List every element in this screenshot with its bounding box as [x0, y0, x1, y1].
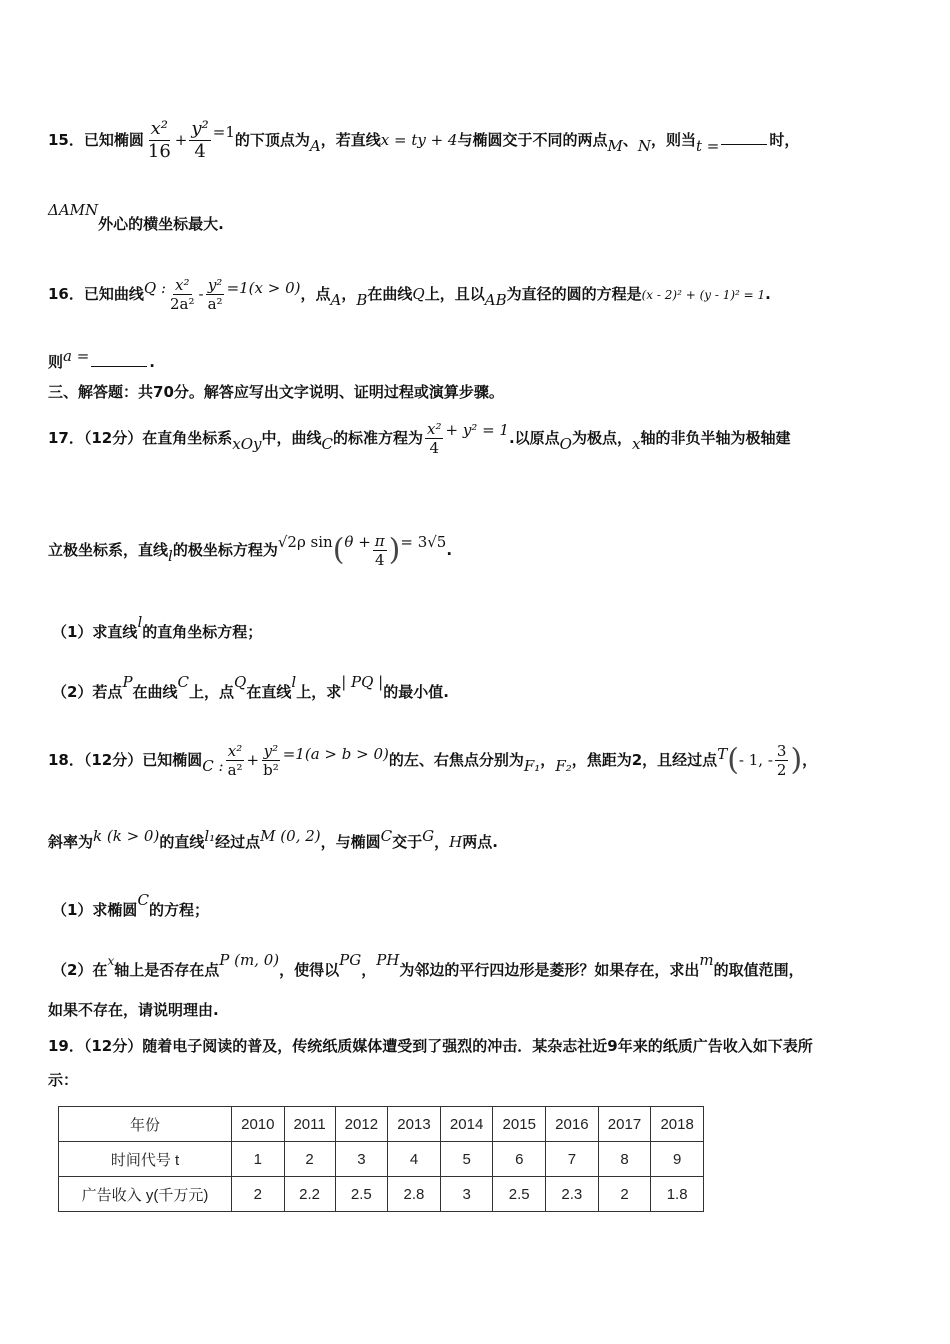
q18-line2: 斜率为k (k > 0)的直线l₁经过点M (0, 2)，与椭圆C交于G，H两点. [48, 827, 498, 851]
q16-text: 在曲线 [367, 285, 413, 303]
section-heading: 三、解答题：共70分。解答应写出文字说明、证明过程或演算步骤。 [48, 383, 504, 401]
pi-over-4: $\frac{\pi}{4}$ [374, 532, 385, 569]
table-cell: 2 [232, 1177, 285, 1212]
table-cell: 2010 [232, 1107, 285, 1142]
table-cell: 2017 [598, 1107, 651, 1142]
ad-income-table [58, 1106, 704, 1212]
q18-frac-x: $\frac{\text{x²}}{\text{a²}}$ [227, 742, 243, 779]
table-cell: 3 [335, 1142, 388, 1177]
x-axis-var: x [632, 435, 641, 453]
segment-AB: AB [484, 291, 507, 309]
q15-text: ，若直线 [320, 131, 381, 149]
curve-C: C [321, 435, 333, 453]
q15-text: 的下顶点为 [234, 131, 310, 149]
q18-line1: 18．（12分）已知椭圆C : $\frac{\text{x²}}{\text{a²}}$ + $\frac{\text{y²}}{\text{b²}}$ =1(a > b > 0)的左、右焦点分别为F₁，F₂，焦距为2，且经过点T(- 1, - $\frac{3}{2}$ )， [48, 742, 818, 779]
q16-frac-x: $\frac{\text{x²}}{\text{2a²}}$ [170, 276, 195, 313]
table-row [59, 1107, 704, 1142]
table-cell: 2.2 [284, 1177, 335, 1212]
table-cell: 2 [284, 1142, 335, 1177]
q16-line2: 则a = . [48, 347, 155, 371]
equals-one: =1 [212, 123, 235, 141]
q18-text: （12分）已知椭圆 [83, 751, 203, 769]
point-M: M (0, 2) [260, 827, 321, 845]
q17-part1: （1）求直线l的直角坐标方程； [52, 613, 263, 641]
origin-O: O [559, 435, 572, 453]
table-cell: 2012 [335, 1107, 388, 1142]
q18-part2: （2）在$^x$轴上是否存在点P (m, 0)，使得以PG，PH为邻边的平行四边形是菱形？如果存在，求出m的取值范围， [52, 951, 804, 979]
ellipse-C: C : [202, 757, 224, 775]
row-header: 时间代号 t [59, 1142, 232, 1177]
polar-right: = 3√5 [400, 533, 447, 551]
q17-text: 立极坐标系，直线 [48, 541, 169, 559]
plus-sign: + [174, 131, 188, 149]
table-cell: 5 [440, 1142, 493, 1177]
answer-blank[interactable] [91, 366, 147, 367]
line-l: l [137, 613, 143, 631]
focus-F1: F₁ [523, 757, 541, 775]
point-B: B [356, 291, 368, 309]
curve-Q: Q [412, 285, 425, 303]
q18-number: 18． [48, 751, 84, 769]
table-row [59, 1177, 704, 1212]
point-P: P (m, 0) [219, 951, 280, 969]
row-header: 广告收入 y(千万元) [59, 1177, 232, 1212]
ellipse-C: C [137, 891, 149, 909]
q17-text: 中，曲线 [261, 429, 322, 447]
table-cell: 2018 [651, 1107, 704, 1142]
q15-text: 与椭圆交于不同的两点 [457, 131, 608, 149]
q15-frac-x: $\frac{\text{x²}}{16}$ [147, 118, 171, 162]
q16-line1: 16．已知曲线Q : $\frac{\text{x²}}{\text{2a²}}$ - $\frac{\text{y²}}{\text{a²}}$ =1(x > 0)，点A，B在曲线Q上，且以AB为直径的圆的方程是(x - 2)² + (y - 1)² = 1. [48, 276, 771, 313]
a-equals: a = [63, 347, 90, 365]
q15-line2 [48, 200, 910, 234]
q16-number: 16． [48, 285, 84, 303]
q17-text: （12分）在直角坐标系 [83, 429, 233, 447]
q18-text: 两点. [462, 833, 498, 851]
point-H: H [449, 833, 463, 851]
q18-text: 的直线 [159, 833, 205, 851]
q17-text: 为极点， [571, 429, 632, 447]
line-l: l [168, 547, 173, 565]
table-cell: 2 [598, 1177, 651, 1212]
point-A: A [330, 291, 342, 309]
slope-k: k (k > 0) [93, 827, 160, 845]
polar-left: √2ρ sin [277, 533, 333, 551]
q15-text: 已知椭圆 [83, 131, 144, 149]
point-N: N [637, 137, 651, 155]
table-cell: 2015 [493, 1107, 546, 1142]
row-header: 年份 [59, 1107, 232, 1142]
q17-equation: + y² = 1 [445, 421, 509, 439]
q17-line1 [48, 420, 910, 457]
q15-text: 外心的横坐标最大. [98, 215, 224, 233]
q17-line2: 立极坐标系，直线l的极坐标方程为√2ρ sin(θ + $\frac{\pi}{4}$ )= 3√5. [48, 532, 453, 569]
table-cell: 2016 [546, 1107, 599, 1142]
three-halves: $\frac{3}{2}$ [776, 742, 787, 779]
point-M: M [607, 137, 623, 155]
q18-text: 交于 [392, 833, 423, 851]
table-cell: 2.5 [335, 1177, 388, 1212]
table-cell: 1.8 [651, 1177, 704, 1212]
table-cell: 2.5 [493, 1177, 546, 1212]
q16-text: 则 [48, 353, 64, 371]
table-cell: 2014 [440, 1107, 493, 1142]
line-l1: l₁ [204, 827, 216, 845]
ellipse-C: C [380, 827, 393, 845]
q18-text: ，与椭圆 [320, 833, 381, 851]
point-Q: Q [234, 673, 247, 691]
table-cell: 3 [440, 1177, 493, 1212]
line-equation: x = ty + 4 [380, 131, 458, 149]
point-A: A [309, 137, 321, 155]
segment-PH: PH [376, 951, 400, 969]
q19-number: 19． [48, 1037, 84, 1055]
curve-Q: Q : [143, 279, 167, 297]
q18-text: ，焦距为2，且经过点 [571, 751, 718, 769]
q16-frac-y: $\frac{\text{y²}}{\text{a²}}$ [207, 276, 223, 313]
table-row [59, 1142, 704, 1177]
q17-text: .以原点 [508, 429, 560, 447]
q15-number: 15． [48, 131, 84, 149]
q15-text: 时， [769, 131, 800, 149]
q19-line2: 示： [48, 1071, 79, 1089]
table-cell: 8 [598, 1142, 651, 1177]
q16-condition: =1(x > 0) [226, 279, 301, 297]
q18-text: 经过点 [215, 833, 261, 851]
q17-text: 轴的非负半轴为极轴建 [640, 429, 791, 447]
table-cell: 1 [232, 1142, 285, 1177]
table-cell: 6 [493, 1142, 546, 1177]
q15-line1: 15．已知椭圆 $\frac{\text{x²}}{16}$ + $\frac{\text{y²}}{4}$ =1的下顶点为A，若直线x = ty + 4与椭圆交于不同的两点M、N，则当t = 时， [48, 118, 800, 162]
q17-text: 的标准方程为 [332, 429, 423, 447]
circle-equation: (x - 2)² + (y - 1)² = 1 [641, 288, 766, 302]
table-cell: 2.3 [546, 1177, 599, 1212]
q17-text: 的极坐标方程为 [172, 541, 278, 559]
q18-text: 斜率为 [48, 833, 94, 851]
triangle-AMN: ΔAMN [48, 201, 99, 219]
table-cell: 7 [546, 1142, 599, 1177]
q18-frac-y: $\frac{\text{y²}}{\text{b²}}$ [263, 742, 279, 779]
table-cell: 9 [651, 1142, 704, 1177]
param-m: m [699, 951, 714, 969]
table-cell: 4 [388, 1142, 441, 1177]
q16-text: ，点 [300, 285, 331, 303]
q18-condition: =1(a > b > 0) [282, 745, 389, 763]
point-G: G [422, 827, 435, 845]
q16-text: 上，且以 [424, 285, 485, 303]
focus-F2: F₂ [555, 757, 572, 775]
q17-number: 17． [48, 429, 84, 447]
q18-part1: （1）求椭圆C的方程； [52, 891, 209, 919]
coord-system: xOy [232, 435, 262, 453]
q16-text: 为直径的圆的方程是 [506, 285, 642, 303]
line-l: l [291, 673, 297, 691]
distance-PQ: | PQ | [341, 673, 384, 691]
answer-blank[interactable] [721, 144, 767, 145]
x-axis-var: x [107, 954, 115, 968]
q16-text: 已知曲线 [83, 285, 144, 303]
q19-line1 [48, 1036, 910, 1056]
point-T: T [717, 745, 728, 763]
table-cell: 2013 [388, 1107, 441, 1142]
q15-text: ，则当 [651, 131, 697, 149]
segment-PG: PG [339, 951, 362, 969]
q15-frac-y: $\frac{\text{y²}}{4}$ [191, 118, 209, 162]
table-cell: 2011 [284, 1107, 335, 1142]
table-cell: 2.8 [388, 1177, 441, 1212]
q18-text: 的左、右焦点分别为 [388, 751, 524, 769]
q17-frac-x: $\frac{\text{x²}}{4}$ [427, 420, 442, 457]
t-equals: t = [696, 137, 720, 155]
q17-part2: （2）若点P在曲线C上，点Q在直线l上，求| PQ |的最小值. [52, 673, 449, 701]
q19-text: （12分）随着电子阅读的普及，传统纸质媒体遭受到了强烈的冲击．某杂志社近9年来的纸质广告收入如下表所 [83, 1037, 813, 1055]
q18-part2-cont: 如果不存在，请说明理由. [48, 1001, 219, 1019]
curve-C: C [177, 673, 190, 691]
point-P: P [122, 673, 133, 691]
